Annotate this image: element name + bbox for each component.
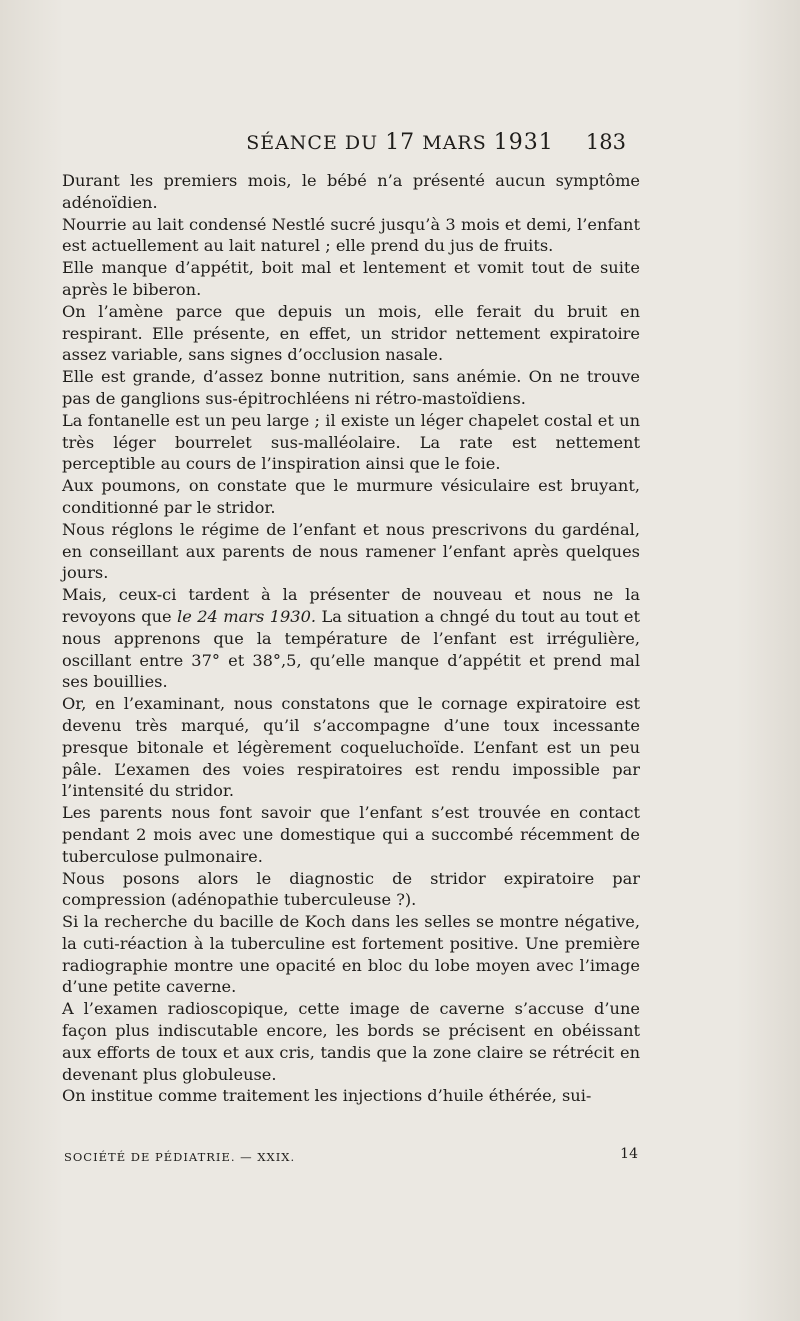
page-number: 183: [585, 130, 626, 154]
paragraph: Nous réglons le régime de l’enfant et nous prescrivons du gardénal, en conseillant aux parents de nous ramener l’enfant après quelques jours.: [62, 519, 640, 583]
title-month: MARS: [422, 132, 487, 154]
title-day: 17: [385, 130, 416, 155]
paragraph: Durant les premiers mois, le bébé n’a présenté aucun symptôme adénoïdien.: [62, 171, 640, 212]
running-title: [0, 130, 800, 155]
paragraph: A l’examen radioscopique, cette image de caverne s’accuse d’une façon plus indiscutable encore, les bords se précisent en obéissant aux efforts de toux et aux cris, tandis que la zone claire se rétrécit en devenant plus globuleuse.: [62, 999, 640, 1084]
paragraph: La fontanelle est un peu large ; il existe un léger chapelet costal et un très léger bourrelet sus-malléolaire. La rate est nettement perceptible au cours de l’inspiration ainsi que le foie.: [62, 410, 640, 474]
page-header: [0, 130, 800, 160]
paragraph-text: Mais, ceux-ci tardent à la présenter de nouveau et nous ne la revoyons que: [62, 585, 640, 626]
paragraph-text: La situation a chngé du tout au tout et nous apprenons que la température de l’enfant est irrégulière, oscillant entre 37° et 38°,5, qu’elle manque d’appétit et prend mal ses bouillies.: [62, 606, 640, 692]
paragraph: Elle manque d’appétit, boit mal et lentement et vomit tout de suite après le biberon.: [62, 258, 640, 299]
title-year: 1931: [493, 130, 554, 155]
paragraph: Les parents nous font savoir que l’enfant s’est trouvée en contact pendant 2 mois avec une domestique qui a succombé récemment de tuberculose pulmonaire.: [62, 803, 640, 866]
journal-signature: SOCIÉTÉ DE PÉDIATRIE. — XXIX.: [64, 1150, 296, 1164]
body-text: [62, 170, 640, 1107]
paragraph: Nous posons alors le diagnostic de stridor expiratoire par compression (adénopathie tuberculeuse ?).: [62, 868, 640, 910]
paragraph: [62, 584, 640, 693]
title-prefix: SÉANCE DU: [246, 132, 379, 154]
paragraph: Nourrie au lait condensé Nestlé sucré jusqu’à 3 mois et demi, l’enfant est actuellement au lait naturel ; elle prend du jus de fruits.: [62, 214, 640, 256]
paragraph: Or, en l’examinant, nous constatons que le cornage expiratoire est devenu très marqué, qu’il s’accompagne d’une toux incessante presque bitonale et légèrement coqueluchoïde. L’enfant est un peu pâle. L’examen des voies respiratoires est rendu impossible par l’intensité du stridor.: [62, 694, 640, 801]
paragraph: On institue comme traitement les injections d’huile éthérée, sui-: [62, 1086, 592, 1106]
page-footer: [62, 1146, 640, 1170]
date-italic: le 24 mars 1930.: [177, 606, 317, 626]
signature-number: 14: [620, 1146, 638, 1162]
paragraph: Aux poumons, on constate que le murmure vésiculaire est bruyant, conditionné par le stridor.: [62, 476, 640, 517]
paragraph: On l’amène parce que depuis un mois, elle ferait du bruit en respirant. Elle présente, en effet, un stridor nettement expiratoire assez variable, sans signes d’occlusion nasale.: [62, 301, 640, 365]
paragraph: Elle est grande, d’assez bonne nutrition, sans anémie. On ne trouve pas de ganglions sus-épitrochléens ni rétro-mastoïdiens.: [62, 367, 640, 408]
paragraph: Si la recherche du bacille de Koch dans les selles se montre négative, la cuti-réaction à la tuberculine est fortement positive. Une première radiographie montre une opacité en bloc du lobe moyen avec l’image d’une petite caverne.: [62, 912, 640, 997]
